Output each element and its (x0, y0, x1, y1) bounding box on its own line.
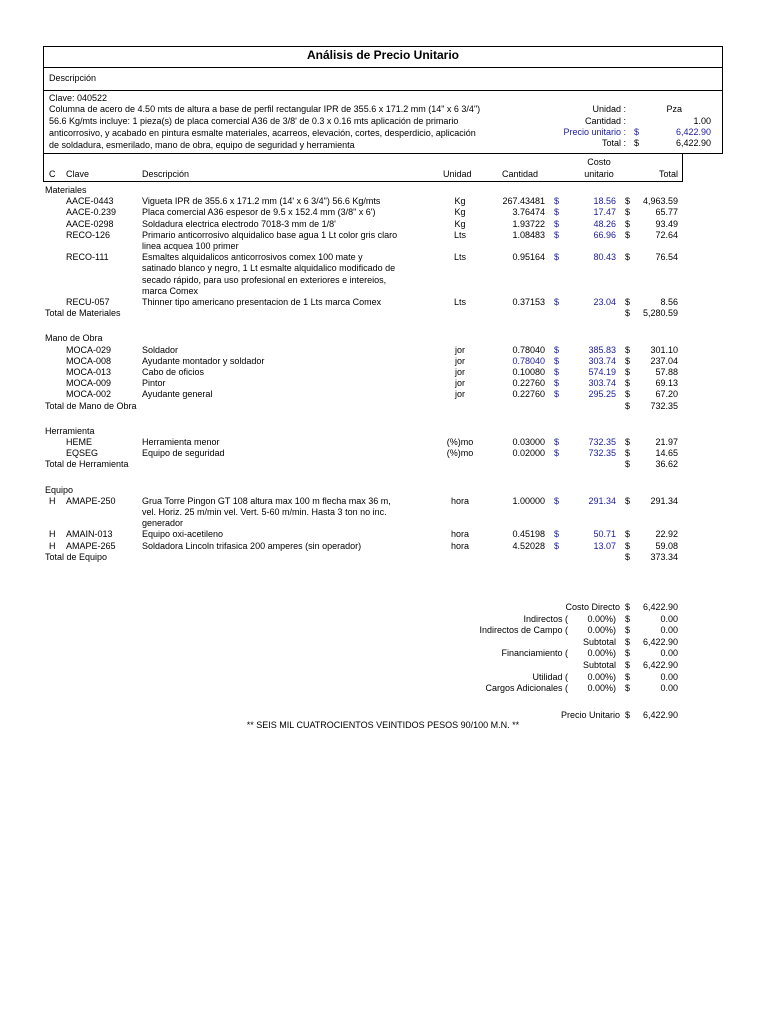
row-total: 4,963.59 (642, 196, 678, 207)
row-c: H (49, 495, 56, 506)
row-costo: 18.56 (593, 196, 616, 207)
row-total: 76.54 (655, 252, 678, 263)
row-costo-sign: $ (554, 207, 560, 218)
section-title: Equipo (45, 484, 74, 495)
row-c: H (49, 540, 56, 551)
row-unidad: Lts (453, 297, 466, 307)
row-total-sign: $ (625, 495, 631, 506)
row-total: 237.04 (650, 355, 678, 366)
row-costo: 295.25 (588, 389, 616, 400)
row-cantidad: 4.52028 (512, 540, 545, 551)
row-cantidad: 0.22760 (512, 378, 545, 389)
row-cantidad: 0.02000 (512, 448, 545, 459)
row-cantidad: 1.00000 (512, 495, 545, 506)
section-total-sign: $ (625, 551, 631, 562)
row-costo-sign: $ (554, 196, 560, 207)
row-total-sign: $ (625, 540, 631, 551)
row-total: 57.88 (655, 367, 678, 377)
row-description: linea acquea 100 primer (142, 241, 239, 251)
row-clave: RECU-057 (66, 297, 110, 307)
row-costo: 23.04 (593, 297, 616, 307)
totals-pct: 0.00%) (587, 648, 616, 659)
row-description: Placa comercial A36 espesor de 9.5 x 152.4 mm (3/8" x 6') (142, 207, 376, 218)
descripcion-label: Descripción (49, 73, 97, 83)
row-costo: 385.83 (588, 344, 616, 355)
row-costo-sign: $ (554, 540, 560, 551)
header-descripcion: Descripción (142, 169, 190, 179)
section-total-value: 732.35 (650, 400, 678, 411)
row-total-sign: $ (625, 207, 631, 218)
row-total-sign: $ (625, 437, 631, 447)
precio-unitario-value: 6,422.90 (642, 710, 678, 720)
row-description: Thinner tipo americano presentacion de 1 Lts marca Comex (142, 297, 382, 307)
row-total-sign: $ (625, 529, 631, 540)
totals-value: 0.00 (660, 625, 678, 636)
section-total-value: 5,280.59 (642, 308, 678, 319)
row-total: 14.65 (655, 448, 678, 459)
row-costo-sign: $ (554, 344, 560, 355)
row-cantidad: 3.76474 (512, 207, 545, 218)
row-unidad: (%)mo (446, 448, 474, 459)
row-costo-sign: $ (554, 378, 560, 389)
totals-sign: $ (625, 613, 631, 624)
row-cantidad: 0.78040 (512, 344, 545, 355)
row-costo-sign: $ (554, 355, 560, 366)
precio-sign: $ (634, 127, 640, 137)
row-unidad: jor (454, 355, 465, 366)
section-total-sign: $ (625, 459, 631, 470)
totals-sign: $ (625, 636, 631, 647)
row-cantidad: 267.43481 (502, 196, 545, 207)
row-clave: AMAIN-013 (66, 529, 113, 540)
section-total-label: Total de Equipo (45, 551, 108, 562)
row-unidad: jor (454, 344, 465, 355)
subtotal-label: Subtotal (582, 636, 616, 647)
row-total: 65.77 (655, 207, 678, 218)
cantidad-label: Cantidad : (584, 116, 626, 126)
row-clave: MOCA-008 (66, 355, 112, 366)
row-costo-sign: $ (554, 448, 560, 459)
row-clave: AACE-0.239 (66, 207, 117, 218)
row-description: Soldador (142, 344, 179, 355)
row-costo-sign: $ (554, 367, 560, 377)
row-unidad: Kg (454, 207, 466, 218)
row-total-sign: $ (625, 367, 631, 377)
row-description: Equipo oxi-acetileno (142, 529, 224, 540)
row-clave: HEME (66, 437, 93, 447)
description-line: de soldadura, esmerilado, mano de obra, equipo de seguridad y herramienta (49, 140, 355, 150)
precio-unitario-label: Precio Unitario (560, 710, 620, 720)
row-cantidad: 0.03000 (512, 437, 545, 447)
total-value: 6,422.90 (675, 138, 711, 148)
row-total-sign: $ (625, 355, 631, 366)
precio-label: Precio unitario : (563, 127, 626, 137)
totals-label: Cargos Adicionales ( (485, 683, 568, 694)
row-cantidad: 0.37153 (512, 297, 545, 307)
row-unidad: Kg (454, 196, 466, 207)
row-description: Esmaltes alquidalicos anticorrosivos comex 100 mate y (142, 252, 363, 263)
row-costo: 303.74 (588, 378, 616, 389)
row-costo: 732.35 (588, 437, 616, 447)
row-costo: 303.74 (588, 355, 616, 366)
totals-sign: $ (625, 625, 631, 636)
row-cantidad: 0.45198 (512, 529, 545, 540)
row-description: secado rápido, para uso profesional en exteriores e intereios, (142, 274, 387, 285)
row-costo: 17.47 (593, 207, 616, 218)
row-description: Ayudante general (142, 389, 213, 400)
totals-pct: 0.00%) (587, 613, 616, 624)
row-description: Grua Torre Pingon GT 108 altura max 100 m flecha max 36 m, (142, 495, 391, 506)
totals-label: Indirectos de Campo ( (479, 625, 568, 636)
section-total-value: 36.62 (655, 459, 678, 470)
row-total: 69.13 (655, 378, 678, 389)
totals-pct: 0.00%) (587, 625, 616, 636)
divider (43, 90, 723, 91)
row-description: Pintor (142, 378, 166, 389)
row-cantidad: 0.10080 (512, 367, 545, 377)
totals-value: 6,422.90 (642, 660, 678, 670)
totals-pct: 0.00%) (587, 683, 616, 694)
row-total: 291.34 (650, 495, 678, 506)
clave-line: Clave: 040522 (49, 93, 108, 103)
row-total-sign: $ (625, 196, 631, 207)
header-c: C (49, 169, 56, 179)
row-cantidad: 1.08483 (512, 229, 545, 240)
row-clave: RECO-111 (66, 252, 109, 263)
row-description: vel. Horiz. 25 m/min vel. Vert. 5-60 m/min. Hasta 3 ton no inc. (142, 507, 387, 517)
precio-unitario-sign: $ (625, 710, 631, 720)
section-total-value: 373.34 (650, 551, 678, 562)
row-costo-sign: $ (554, 218, 560, 229)
totals-value: 6,422.90 (642, 636, 678, 647)
row-costo: 574.19 (588, 367, 616, 377)
row-costo-sign: $ (554, 389, 560, 400)
row-costo-sign: $ (554, 229, 560, 240)
total-label: Total : (601, 138, 626, 148)
row-costo: 80.43 (593, 252, 616, 263)
row-unidad: hora (450, 540, 469, 551)
row-total: 8.56 (660, 297, 678, 307)
row-clave: MOCA-029 (66, 344, 112, 355)
description-line: 56.6 Kg/mts incluye: 1 pieza(s) de placa comercial A36 de 3/8' de 0.3 x 0.16 mts aplicación de primario (49, 116, 459, 126)
header-clave: Clave (66, 169, 90, 179)
row-unidad: (%)mo (446, 437, 474, 447)
row-cantidad: 0.95164 (512, 252, 545, 263)
row-total: 22.92 (655, 529, 678, 540)
description-line: anticorrosivo, y acabado en pintura esmalte materiales, acarreos, elevación, cortes, desperdicio, aplicación (49, 128, 476, 138)
unidad-label: Unidad : (592, 104, 626, 114)
amount-in-words: ** SEIS MIL CUATROCIENTOS VEINTIDOS PESOS 90/100 M.N. ** (246, 720, 520, 730)
row-unidad: jor (454, 367, 465, 377)
row-unidad: jor (454, 378, 465, 389)
row-description: Equipo de seguridad (142, 448, 225, 459)
row-total: 67.20 (655, 389, 678, 400)
row-costo-sign: $ (554, 495, 560, 506)
cantidad-value: 1.00 (693, 116, 711, 126)
section-total-sign: $ (625, 308, 631, 319)
row-clave: AMAPE-250 (66, 495, 116, 506)
row-total-sign: $ (625, 389, 631, 400)
row-total: 72.64 (655, 229, 678, 240)
totals-value: 0.00 (660, 613, 678, 624)
row-clave: MOCA-009 (66, 378, 112, 389)
row-clave: AMAPE-265 (66, 540, 116, 551)
totals-value: 0.00 (660, 648, 678, 659)
row-description: Ayudante montador y soldador (142, 355, 265, 366)
row-unidad: Lts (453, 252, 466, 263)
row-total-sign: $ (625, 297, 631, 307)
totals-pct: 0.00%) (587, 671, 616, 682)
row-costo: 291.34 (588, 495, 616, 506)
totals-value: 6,422.90 (642, 602, 678, 612)
row-cantidad: 1.93722 (512, 218, 545, 229)
totals-label: Financiamiento ( (501, 648, 568, 659)
row-description: Vigueta IPR de 355.6 x 171.2 mm (14' x 6 3/4") 56.6 Kg/mts (142, 196, 381, 207)
totals-sign: $ (625, 660, 631, 670)
row-costo: 732.35 (588, 448, 616, 459)
row-unidad: jor (454, 389, 465, 400)
subtotal-label: Subtotal (582, 660, 616, 670)
header-unidad: Unidad (443, 169, 472, 179)
totals-label: Utilidad ( (532, 671, 568, 682)
header-total: Total (658, 169, 678, 179)
row-description: generador (142, 518, 184, 529)
row-cantidad: 0.78040 (512, 355, 545, 366)
row-total-sign: $ (625, 378, 631, 389)
section-total-label: Total de Herramienta (45, 459, 129, 470)
row-clave: RECO-126 (66, 229, 111, 240)
unidad-value: Pza (666, 104, 682, 114)
totals-label: Costo Directo (565, 602, 620, 612)
row-unidad: Lts (453, 229, 466, 240)
row-costo-sign: $ (554, 297, 560, 307)
row-total-sign: $ (625, 252, 631, 263)
row-costo: 50.71 (593, 529, 616, 540)
row-costo: 13.07 (593, 540, 616, 551)
row-clave: MOCA-013 (66, 367, 112, 377)
section-title: Mano de Obra (45, 333, 103, 344)
row-clave: EQSEG (66, 448, 99, 459)
page-title: Análisis de Precio Unitario (306, 48, 460, 62)
row-unidad: hora (450, 495, 469, 506)
row-description: Cabo de oficios (142, 367, 205, 377)
row-costo-sign: $ (554, 529, 560, 540)
section-total-sign: $ (625, 400, 631, 411)
row-costo-sign: $ (554, 437, 560, 447)
divider (43, 67, 723, 68)
row-description: marca Comex (142, 285, 199, 296)
row-clave: AACE-0443 (66, 196, 114, 207)
row-unidad: Kg (454, 218, 466, 229)
header-costo: Costo (587, 157, 611, 167)
row-description: Soldadura electrica electrodo 7018-3 mm de 1/8' (142, 218, 336, 229)
header-cantidad: Cantidad (502, 169, 539, 179)
description-line: Columna de acero de 4.50 mts de altura a base de perfil rectangular IPR de 355.6 x 171.2 mm (14" x 6 3/4") (49, 104, 481, 114)
total-sign: $ (634, 138, 640, 148)
totals-value: 0.00 (660, 671, 678, 682)
row-description: Primario anticorrosivo alquidalico base agua 1 Lt color gris claro (142, 229, 398, 240)
totals-sign: $ (625, 683, 631, 694)
row-total-sign: $ (625, 229, 631, 240)
row-description: Herramienta menor (142, 437, 220, 447)
totals-sign: $ (625, 602, 631, 612)
precio-value: 6,422.90 (675, 127, 711, 137)
header-unitario: unitario (584, 169, 614, 179)
row-c: H (49, 529, 56, 540)
totals-sign: $ (625, 648, 631, 659)
row-total: 301.10 (650, 344, 678, 355)
section-total-label: Total de Materiales (45, 308, 121, 319)
row-description: satinado blanco y negro, 1 Lt esmalte alquidalico modificado de (142, 263, 396, 274)
row-unidad: hora (450, 529, 469, 540)
totals-label: Indirectos ( (523, 613, 568, 624)
totals-sign: $ (625, 671, 631, 682)
row-total: 59.08 (655, 540, 678, 551)
row-total-sign: $ (625, 218, 631, 229)
row-clave: MOCA-002 (66, 389, 112, 400)
row-clave: AACE-0298 (66, 218, 114, 229)
row-total-sign: $ (625, 448, 631, 459)
totals-value: 0.00 (660, 683, 678, 694)
section-title: Materiales (45, 185, 87, 195)
row-total-sign: $ (625, 344, 631, 355)
row-costo: 66.96 (593, 229, 616, 240)
row-total: 93.49 (655, 218, 678, 229)
row-total: 21.97 (655, 437, 678, 447)
row-description: Soldadora Lincoln trifasica 200 amperes (sin operador) (142, 540, 362, 551)
section-title: Herramienta (45, 425, 95, 436)
row-costo: 48.26 (593, 218, 616, 229)
section-total-label: Total de Mano de Obra (45, 400, 137, 411)
row-costo-sign: $ (554, 252, 560, 263)
row-cantidad: 0.22760 (512, 389, 545, 400)
